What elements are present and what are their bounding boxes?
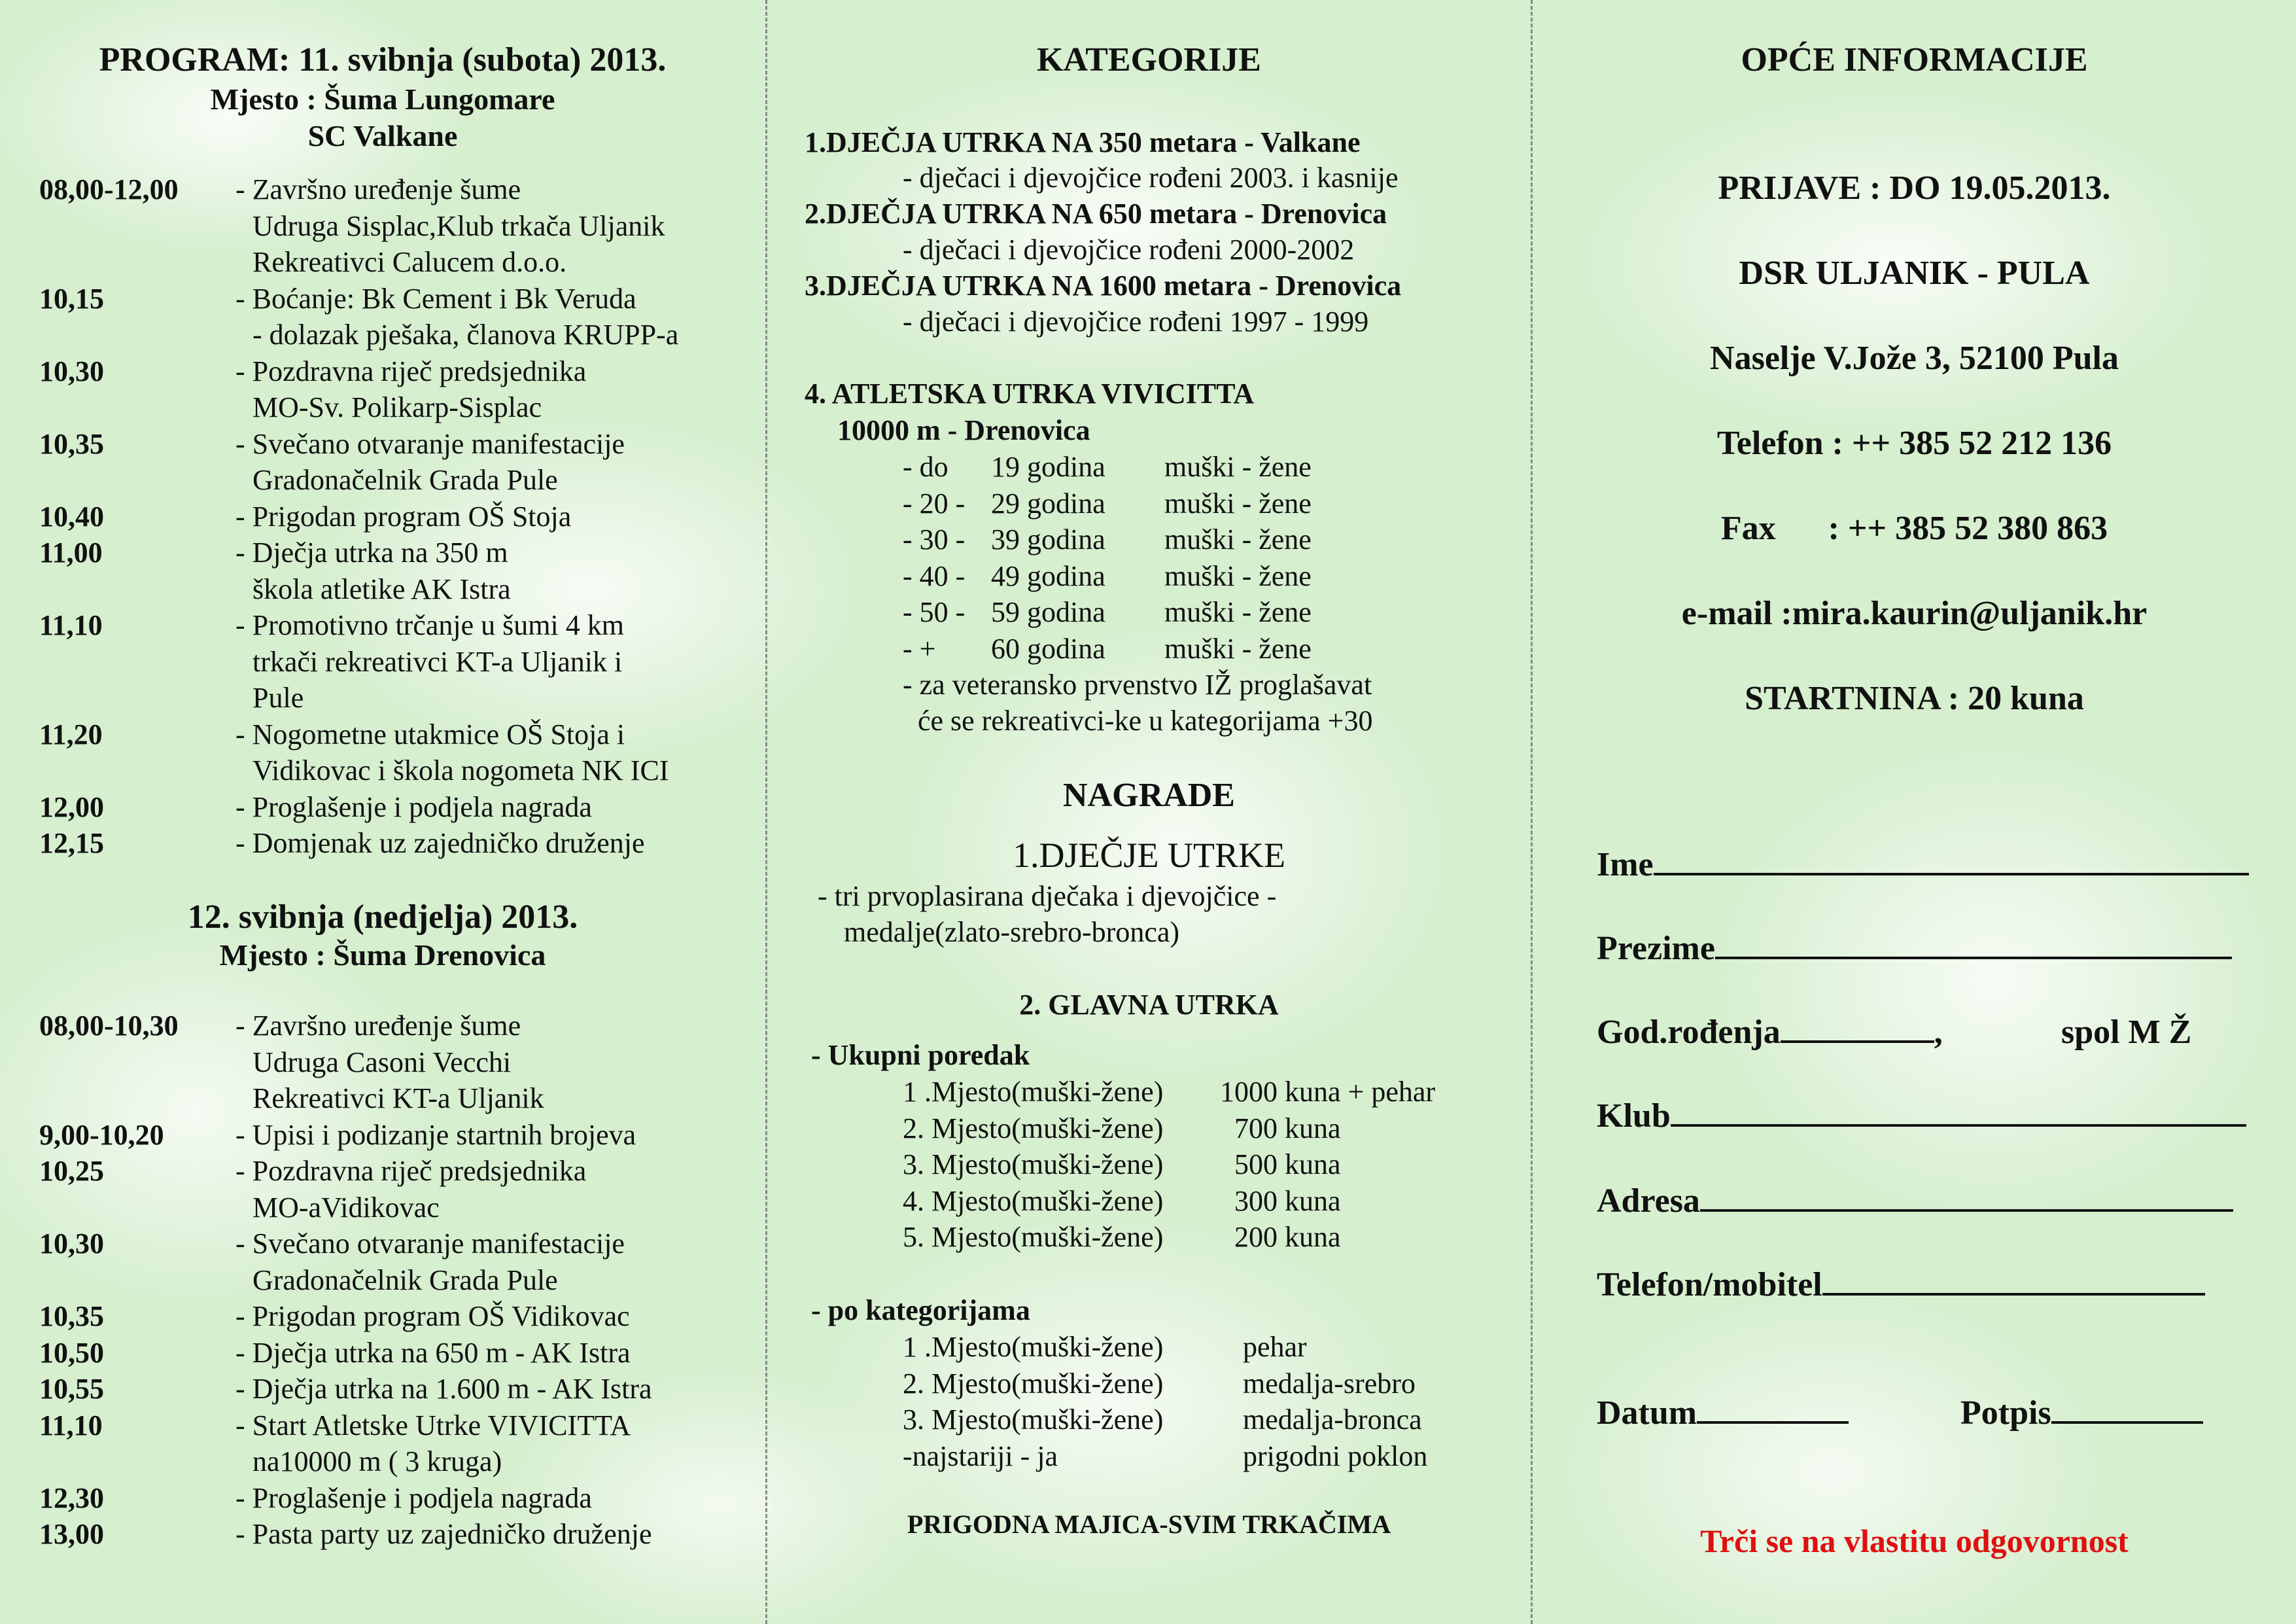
schedule-time: 08,00-10,30 xyxy=(39,1010,179,1042)
schedule-time: 11,00 xyxy=(39,537,103,569)
prize-row xyxy=(903,1402,1427,1438)
overall-title: - Ukupni poredak xyxy=(811,1039,1030,1071)
schedule-line: Udruga Casoni Vecchi xyxy=(252,1046,512,1078)
race4-title: 4. ATLETSKA UTRKA VIVICITTA xyxy=(805,378,1255,410)
schedule-description xyxy=(235,499,571,535)
schedule-description xyxy=(235,1516,652,1553)
phone-label: Telefon/mobitel xyxy=(1597,1266,1822,1303)
prize-value: 200 kuna xyxy=(1220,1221,1341,1253)
program-panel xyxy=(0,0,765,1624)
race2-sub: - dječaci i djevojčice rođeni 2000-2002 xyxy=(903,234,1355,266)
schedule-description xyxy=(235,171,665,281)
age-group-dash: - 40 - xyxy=(903,559,965,592)
age-group-sex: muški - žene xyxy=(1164,487,1312,520)
age-group-dash: - 50 - xyxy=(903,596,965,628)
age-group-row xyxy=(903,558,1312,595)
address-field[interactable] xyxy=(1597,1182,2233,1220)
race1-sub: - dječaci i djevojčice rođeni 2003. i kasnije xyxy=(903,162,1399,194)
schedule-description xyxy=(235,1226,625,1298)
program-venue: Mjesto : Šuma Lungomare xyxy=(210,82,555,116)
responsibility-warning: Trči se na vlastitu odgovornost xyxy=(1700,1523,2129,1559)
age-group-range: 39 godina xyxy=(991,523,1105,556)
schedule-line: - Proglašenje i podjela nagrada xyxy=(235,1481,592,1514)
program-venue-2: SC Valkane xyxy=(307,119,458,152)
categories-panel xyxy=(767,0,1531,1624)
schedule-row xyxy=(39,499,571,535)
schedule-time: 11,20 xyxy=(39,718,103,750)
veteran-note-2: će se rekreativci-ke u kategorijama +30 xyxy=(918,705,1373,737)
schedule-row xyxy=(39,716,669,789)
schedule-time: 13,00 xyxy=(39,1518,104,1550)
prize-value: medalja-srebro xyxy=(1243,1367,1416,1400)
prize-row xyxy=(903,1110,1435,1147)
birth-year-label: God.rođenja xyxy=(1597,1014,1781,1051)
schedule-time: 10,30 xyxy=(39,355,104,387)
schedule-description xyxy=(235,1117,636,1154)
schedule-line: - Nogometne utakmice OŠ Stoja i xyxy=(235,718,625,750)
birth-year-comma: , xyxy=(1934,1014,1943,1051)
schedule-row xyxy=(39,1153,586,1226)
schedule-description xyxy=(235,607,624,716)
address-label: Adresa xyxy=(1597,1182,1700,1220)
age-group-row xyxy=(903,449,1312,485)
category-awards-title: - po kategorijama xyxy=(811,1294,1030,1326)
kids-awards-title: 1.DJEČJE UTRKE xyxy=(1013,836,1285,875)
schedule-row xyxy=(39,353,586,426)
schedule-line: - Pozdravna riječ predsjednika xyxy=(235,1155,587,1187)
schedule-line: - Boćanje: Bk Cement i Bk Veruda xyxy=(235,282,636,315)
program-title: PROGRAM: 11. svibnja (subota) 2013. xyxy=(99,41,667,79)
schedule-time: 11,10 xyxy=(39,609,103,641)
age-group-range: 29 godina xyxy=(991,487,1105,520)
schedule-line: - Dječja utrka na 350 m xyxy=(235,537,508,569)
name-label: Ime xyxy=(1597,846,1654,883)
kids-awards-line-2: medalje(zlato-srebro-bronca) xyxy=(844,916,1180,948)
info-panel xyxy=(1533,0,2296,1624)
prize-place: 3. Mjesto(muški-žene) xyxy=(903,1403,1164,1436)
date-line[interactable] xyxy=(1697,1395,1849,1424)
sex-label: spol M Ž xyxy=(2061,1014,2192,1051)
veteran-note-1: - za veteransko prvenstvo IŽ proglašavat xyxy=(903,669,1372,701)
schedule-time: 10,40 xyxy=(39,500,104,533)
schedule-row xyxy=(39,825,645,862)
schedule-time: 10,30 xyxy=(39,1227,104,1260)
schedule-description xyxy=(235,1008,544,1117)
signature-field[interactable] xyxy=(1960,1394,2203,1432)
schedule-description xyxy=(235,1298,630,1335)
phone: Telefon : ++ 385 52 212 136 xyxy=(1716,425,2112,462)
schedule-description xyxy=(235,716,669,789)
schedule-description xyxy=(235,1153,586,1226)
email: e-mail :mira.kaurin@uljanik.hr xyxy=(1681,595,2148,632)
schedule-line: Gradonačelnik Grada Pule xyxy=(252,1263,558,1296)
date-field[interactable] xyxy=(1597,1394,1849,1432)
prize-place: 5. Mjesto(muški-žene) xyxy=(903,1221,1164,1253)
schedule-row xyxy=(39,1008,544,1117)
schedule-line: - Pasta party uz zajedničko druženje xyxy=(235,1518,652,1550)
schedule-line: - Proglašenje i podjela nagrada xyxy=(235,790,592,823)
prize-value: prigodni poklon xyxy=(1243,1439,1428,1472)
club-label: Klub xyxy=(1597,1097,1671,1135)
signature-label: Potpis xyxy=(1960,1394,2051,1432)
schedule-row xyxy=(39,426,625,499)
schedule-line: Gradonačelnik Grada Pule xyxy=(252,464,558,496)
schedule-time: 9,00-10,20 xyxy=(39,1118,164,1151)
schedule-line: Rekreativci KT-a Uljanik xyxy=(252,1082,544,1114)
schedule-description xyxy=(235,1480,592,1517)
schedule-description xyxy=(235,825,645,862)
schedule-row xyxy=(39,535,511,607)
schedule-line: - Domjenak uz zajedničko druženje xyxy=(235,827,645,859)
schedule-time: 10,35 xyxy=(39,1300,104,1332)
schedule-line: Pule xyxy=(252,682,304,714)
prize-place: 4. Mjesto(muški-žene) xyxy=(903,1184,1164,1217)
schedule-row xyxy=(39,171,665,281)
schedule-time: 08,00-12,00 xyxy=(39,173,179,205)
age-group-range: 49 godina xyxy=(991,559,1105,592)
age-groups xyxy=(903,449,1312,667)
name-line[interactable] xyxy=(1654,847,2249,875)
schedule-description xyxy=(235,281,678,353)
schedule-description xyxy=(235,535,511,607)
organizer: DSR ULJANIK - PULA xyxy=(1739,255,2090,292)
name-field[interactable] xyxy=(1597,845,2249,884)
schedule-row xyxy=(39,1335,631,1371)
age-group-dash: - 30 - xyxy=(903,523,965,556)
entry-fee: STARTNINA : 20 kuna xyxy=(1745,680,2084,717)
category-prizes xyxy=(903,1329,1427,1474)
age-group-sex: muški - žene xyxy=(1164,632,1312,665)
birth-year-field[interactable] xyxy=(1597,1013,1943,1051)
club-field[interactable] xyxy=(1597,1097,2246,1135)
race4-sub: 10000 m - Drenovica xyxy=(837,414,1090,446)
age-group-sex: muški - žene xyxy=(1164,523,1312,556)
schedule-line: na10000 m ( 3 kruga) xyxy=(252,1445,502,1477)
schedule-row xyxy=(39,281,678,353)
awards-title: NAGRADE xyxy=(1063,777,1235,814)
schedule-line: Vidikovac i škola nogometa NK ICI xyxy=(252,754,669,786)
prize-place: 2. Mjesto(muški-žene) xyxy=(903,1367,1164,1400)
registration-deadline: PRIJAVE : DO 19.05.2013. xyxy=(1718,169,2111,207)
age-group-range: 59 godina xyxy=(991,596,1105,628)
schedule-line: - Pozdravna riječ predsjednika xyxy=(235,355,587,387)
phone-field[interactable] xyxy=(1597,1265,2205,1304)
schedule-row xyxy=(39,1226,625,1298)
schedule-line: - Svečano otvaranje manifestacije xyxy=(235,1227,625,1260)
schedule-row xyxy=(39,1480,592,1517)
address-line[interactable] xyxy=(1700,1183,2233,1212)
schedule-time: 11,10 xyxy=(39,1409,103,1441)
schedule-time: 10,50 xyxy=(39,1336,104,1369)
schedule-row xyxy=(39,1298,630,1335)
shirt-note: PRIGODNA MAJICA-SVIM TRKAČIMA xyxy=(907,1509,1391,1539)
prize-row xyxy=(903,1146,1435,1183)
schedule-line: - Završno uređenje šume xyxy=(235,173,521,205)
date-label: Datum xyxy=(1597,1394,1697,1432)
schedule-description xyxy=(235,353,586,426)
prize-value: 300 kuna xyxy=(1220,1184,1341,1217)
surname-field[interactable] xyxy=(1597,929,2232,968)
schedule-line: MO-Sv. Polikarp-Sisplac xyxy=(252,391,542,423)
age-group-range: 19 godina xyxy=(991,451,1105,483)
prize-value: 700 kuna xyxy=(1220,1112,1341,1144)
schedule-line: - Svečano otvaranje manifestacije xyxy=(235,427,625,460)
schedule-line: - Promotivno trčanje u šumi 4 km xyxy=(235,609,624,641)
age-group-row xyxy=(903,521,1312,558)
prize-place: 2. Mjesto(muški-žene) xyxy=(903,1112,1164,1144)
age-group-sex: muški - žene xyxy=(1164,559,1312,592)
kids-awards-line-1: - tri prvoplasirana dječaka i djevojčice - xyxy=(818,880,1277,912)
schedule-row xyxy=(39,1117,636,1154)
schedule-row xyxy=(39,607,624,716)
schedule-line: - Završno uređenje šume xyxy=(235,1010,521,1042)
schedule-row xyxy=(39,1407,631,1480)
categories-title: KATEGORIJE xyxy=(1037,41,1261,79)
fax xyxy=(1533,509,2296,548)
club-line[interactable] xyxy=(1671,1098,2246,1127)
prize-value: pehar xyxy=(1243,1331,1307,1363)
age-group-sex: muški - žene xyxy=(1164,451,1312,483)
race1-title: 1.DJEČJA UTRKA NA 350 metara - Valkane xyxy=(805,126,1361,158)
schedule-time: 12,30 xyxy=(39,1481,104,1514)
schedule-line: trkači rekreativci KT-a Uljanik i xyxy=(252,645,623,678)
prize-value: 500 kuna xyxy=(1220,1148,1341,1180)
prize-row xyxy=(903,1329,1427,1366)
schedule-line: - Start Atletske Utrke VIVICITTA xyxy=(235,1409,631,1441)
schedule-line: - Upisi i podizanje startnih brojeva xyxy=(235,1118,636,1151)
prize-place: 1 .Mjesto(muški-žene) xyxy=(903,1331,1164,1363)
schedule-description xyxy=(235,789,592,826)
schedule-line: - Prigodan program OŠ Stoja xyxy=(235,500,572,533)
prize-value: 1000 kuna + pehar xyxy=(1220,1076,1436,1108)
schedule-time: 10,25 xyxy=(39,1155,104,1187)
prize-place: 3. Mjesto(muški-žene) xyxy=(903,1148,1164,1180)
schedule-time: 12,15 xyxy=(39,827,104,859)
age-group-row xyxy=(903,485,1312,522)
schedule-line: - Prigodan program OŠ Vidikovac xyxy=(235,1300,630,1332)
overall-prizes xyxy=(903,1074,1435,1256)
age-group-row xyxy=(903,594,1312,631)
address: Naselje V.Jože 3, 52100 Pula xyxy=(1710,340,2119,377)
race3-title: 3.DJEČJA UTRKA NA 1600 metara - Drenovica xyxy=(805,270,1402,302)
prize-row xyxy=(903,1183,1435,1220)
prize-row xyxy=(903,1438,1427,1475)
surname-line[interactable] xyxy=(1715,930,2232,959)
schedule-row xyxy=(39,789,592,826)
main-race-title: 2. GLAVNA UTRKA xyxy=(1019,989,1279,1021)
age-group-dash: - 20 - xyxy=(903,487,965,520)
schedule-line: - Dječja utrka na 1.600 m - AK Istra xyxy=(235,1373,652,1405)
fax-number: : ++ 385 52 380 863 xyxy=(1828,510,2108,547)
info-title: OPĆE INFORMACIJE xyxy=(1741,41,2088,79)
signature-line[interactable] xyxy=(2051,1395,2203,1424)
race2-title: 2.DJEČJA UTRKA NA 650 metara - Drenovica xyxy=(805,198,1387,230)
schedule-description xyxy=(235,1407,631,1480)
schedule-row xyxy=(39,1516,652,1553)
prize-row xyxy=(903,1219,1435,1256)
schedule-description xyxy=(235,1335,631,1371)
schedule-line: MO-aVidikovac xyxy=(252,1191,440,1224)
schedule-line: - dolazak pješaka, članova KRUPP-a xyxy=(252,319,679,351)
surname-label: Prezime xyxy=(1597,930,1715,967)
schedule-line: Rekreativci Calucem d.o.o. xyxy=(252,246,567,278)
prize-place: 1 .Mjesto(muški-žene) xyxy=(903,1076,1164,1108)
prize-row xyxy=(903,1074,1435,1110)
schedule-time: 10,55 xyxy=(39,1373,104,1405)
schedule-line: škola atletike AK Istra xyxy=(252,573,511,605)
race3-sub: - dječaci i djevojčice rođeni 1997 - 1999 xyxy=(903,306,1369,338)
phone-line[interactable] xyxy=(1822,1267,2205,1296)
schedule-time: 10,35 xyxy=(39,427,104,460)
schedule-description xyxy=(235,1371,652,1407)
prize-place: -najstariji - ja xyxy=(903,1439,1058,1472)
fax-label: Fax xyxy=(1720,510,1776,547)
age-group-row xyxy=(903,631,1312,667)
schedule-line: - Dječja utrka na 650 m - AK Istra xyxy=(235,1336,631,1369)
schedule-time: 10,15 xyxy=(39,282,104,315)
age-group-range: 60 godina xyxy=(991,632,1105,665)
schedule-line: Udruga Sisplac,Klub trkača Uljanik xyxy=(252,209,665,242)
age-group-dash: - + xyxy=(903,632,936,665)
sex-field[interactable] xyxy=(2061,1013,2191,1051)
age-group-sex: muški - žene xyxy=(1164,596,1312,628)
day2-title: 12. svibnja (nedjelja) 2013. xyxy=(187,898,578,936)
prize-row xyxy=(903,1366,1427,1402)
schedule-row xyxy=(39,1371,652,1407)
schedule-time: 12,00 xyxy=(39,790,104,823)
prize-value: medalja-bronca xyxy=(1243,1403,1422,1436)
age-group-dash: - do xyxy=(903,451,948,483)
birth-year-line[interactable] xyxy=(1781,1014,1934,1043)
schedule-description xyxy=(235,426,625,499)
day2-venue: Mjesto : Šuma Drenovica xyxy=(219,938,546,972)
